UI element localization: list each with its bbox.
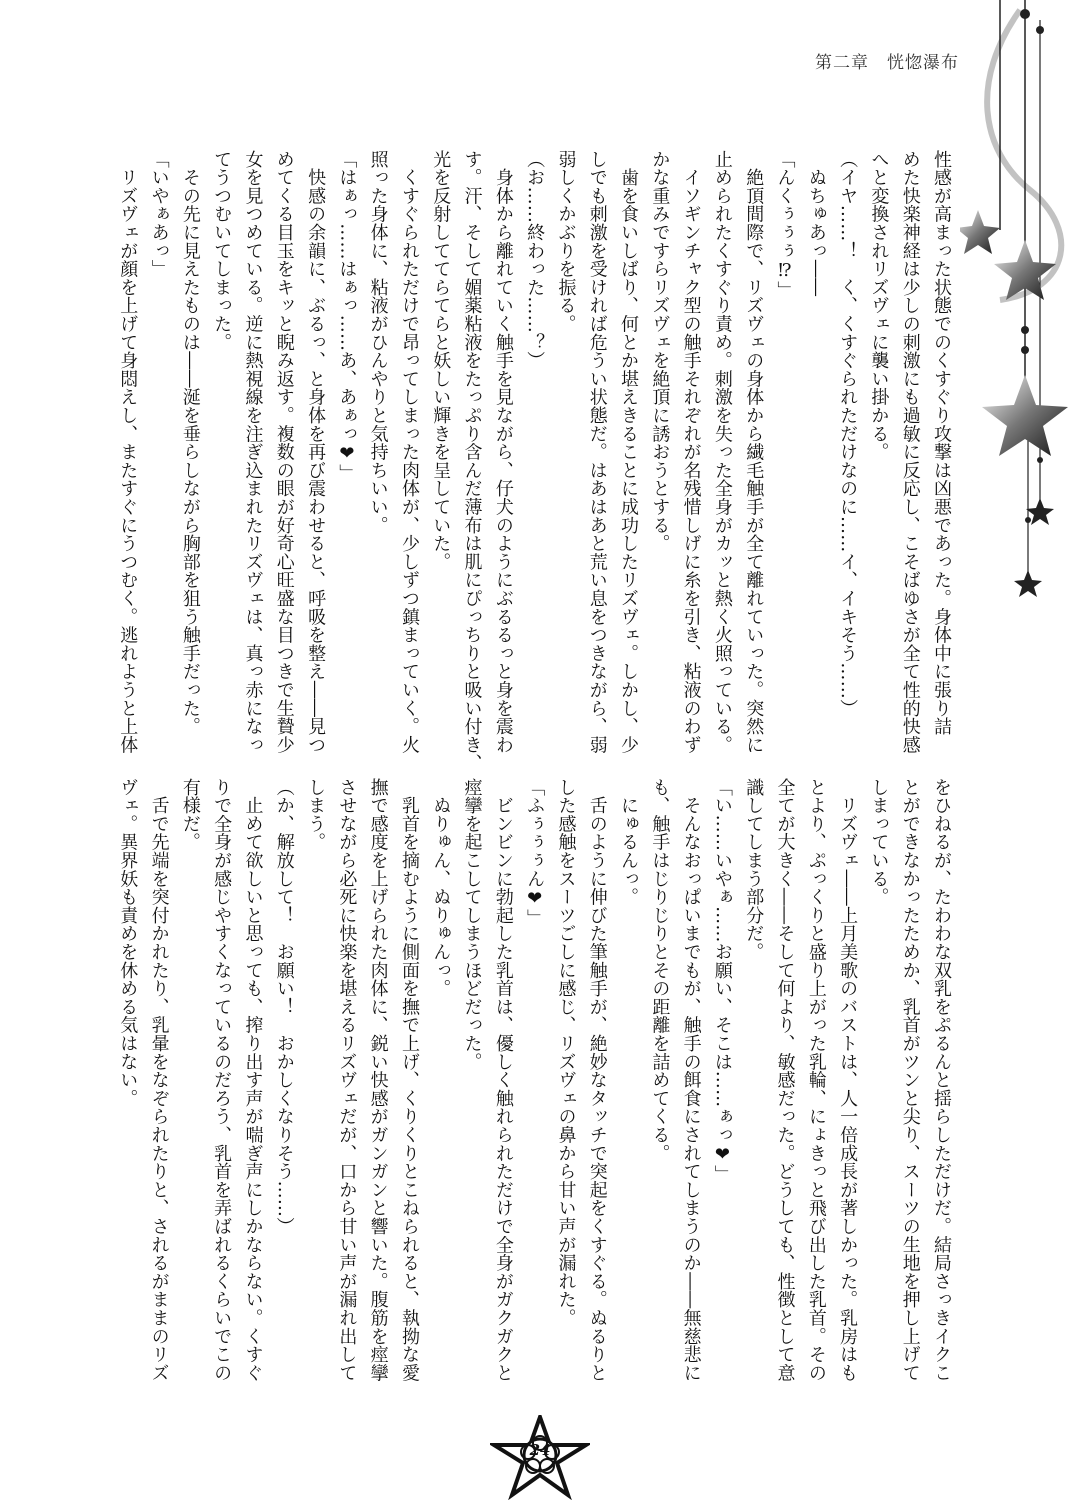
text-line: リズヴェ――上月美歌のバストは、人一倍成長が著しかった。乳房はも [837,778,859,1382]
text-line: 識してしまう部分だ。 [743,778,765,961]
text-line: 「はぁっ……はぁっ……あ、あぁっ❤」 [336,150,358,483]
text-line: かな重みですらリズヴェを絶頂に誘おうとする。 [649,150,671,553]
text-line: 有様だ。 [179,778,201,852]
text-line: とができなかったためか、乳首がツンと尖り、スーツの生地を押し上げて [899,778,921,1382]
text-line: 止められたくすぐり責め。刺激を失った全身がカッと熱く火照っている。 [711,150,733,754]
text-line: 女を見つめている。逆に熱視線を注ぎ込まれたリズヴェは、真っ赤になっ [242,150,264,754]
text-line: をひねるが、たわわな双乳をぷるんと揺らしただけだ。結局さっきイクこ [931,778,952,1382]
text-line: す。汗、そして媚薬粘液をたっぷり含んだ薄布は肌にぴっちりと吸い付き、 [461,150,483,773]
text-line: 弱しくかぶりを振る。 [555,150,577,333]
running-header: 第二章 恍惚瀑布 [815,53,959,73]
text-line: しまっている。 [868,778,890,907]
lower-text-block [112,778,957,1382]
text-line: 「んくぅぅぅ⁉」 [774,150,796,300]
text-line: 舌のように伸びた筆触手が、絶妙なタッチで突起をくすぐる。ぬるりと [586,778,608,1382]
text-line: そんなおっぱいまでもが、触手の餌食にされてしまうのか――無慈悲に [680,778,702,1382]
text-line: 「い……いやぁ……お願い、そこは……ぁっ❤」 [711,778,733,1184]
text-line: した感触をスーツごしに感じ、リズヴェの鼻から甘い声が漏れた。 [555,778,577,1327]
text-line: リズヴェが顔を上げて身悶えし、またすぐにうつむく。逃れようと上体 [117,150,139,754]
text-line: 全てが大きく――そして何より、敏感だった。どうしても、性徴として意 [774,778,796,1382]
text-line: 身体から離れていく触手を見ながら、仔犬のようにぶるるっと身を震わ [492,150,514,754]
text-line: させながら必死に快楽を堪えるリズヴェだが、口から甘い声が漏れ出して [336,778,358,1382]
star-icon [1014,570,1042,597]
text-line: （イヤ……！ く、くすぐられただけなのに……イ、イキそう……） [837,150,859,718]
text-line: りで全身が感じやすくなっているのだろう、乳首を弄ばれるくらいでこの [211,778,233,1382]
page-number: 24 [529,1441,551,1459]
star-icon [982,375,1068,456]
text-line: 撫で感度を上げられた肉体に、鋭い快感がガンガンと響いた。腹筋を痙攣 [367,778,389,1382]
text-line: にゅるんっ。 [618,778,640,907]
text-line: （か、解放して！ お願い！ おかしくなりそう……） [273,778,295,1236]
text-line: 絶頂間際で、リズヴェの身体から繊毛触手が全て離れていった。突然に [743,150,765,754]
text-line: めてくる目玉をキッと睨み返す。複数の眼が好奇心旺盛な目つきで生贄少 [273,150,295,754]
text-line: 「ふぅぅぅん❤」 [524,778,546,928]
text-line: しでも刺激を受ければ危うい状態だ。はあはあと荒い息をつきながら、弱 [586,150,608,754]
text-line: くすぐられただけで昂ってしまった肉体が、少しずつ鎮まっていく。火 [398,150,420,754]
text-line: ビンビンに勃起した乳首は、優しく触れられただけで全身がガクガクと [492,778,514,1382]
text-line: 痙攣を起こしてしまうほどだった。 [461,778,483,1071]
text-line: ぬちゅあっ―― [805,150,827,297]
text-line: イソギンチャク型の触手それぞれが名残惜しげに糸を引き、粘液のわず [680,150,702,754]
text-line: 舌で先端を突付かれたり、乳暈をなぞられたりと、されるがままのリズ [148,778,170,1382]
text-line: ぬりゅん、ぬりゅんっ。 [430,778,452,998]
text-line: も、触手はじりじりとその距離を詰めてくる。 [649,778,671,1163]
hanging-stars-ornament [960,0,1080,620]
text-line: とより、ぷっくりと盛り上がった乳輪、にょきっと飛び出した乳首。その [805,778,827,1382]
text-line: 「いやぁあっ」 [148,150,170,279]
upper-text-block [112,150,957,773]
text-line: めた快楽神経は少しの刺激にも過敏に反応し、こそばゆさが全て性的快感 [899,150,921,754]
text-line: 快感の余韻に、ぶるっ、と身体を再び震わせると、呼吸を整え――見つ [305,150,327,754]
text-line: 照った身体に、粘液がひんやりと気持ちいい。 [367,150,389,535]
text-line: 光を反射しててらてらと妖しい輝きを呈していた。 [430,150,452,571]
text-line: 性感が高まった状態でのくすぐり攻撃は凶悪であった。身体中に張り詰 [931,150,952,736]
star-icon [960,210,1000,254]
text-line: へと変換されリズヴェに襲い掛かる。 [868,150,890,462]
text-line: 乳首を摘むように側面を撫で上げ、くりくりとこねられると、執拗な愛 [398,778,420,1382]
text-line: しまう。 [305,778,327,852]
text-line: （お……終わった……？） [524,150,546,370]
text-line: 止めて欲しいと思っても、搾り出す声が喘ぎ声にしかならない。くすぐ [242,778,264,1382]
text-line: その先に見えたものは――涎を垂らしながら胸部を狙う触手だった。 [179,150,201,736]
text-line: 歯を食いしばり、何とか堪えきることに成功したリズヴェ。しかし、少 [618,150,640,754]
text-line: ヴェ。異界妖も責めを休める気はない。 [117,778,139,1108]
text-line: てうつむいてしまった。 [211,150,233,352]
